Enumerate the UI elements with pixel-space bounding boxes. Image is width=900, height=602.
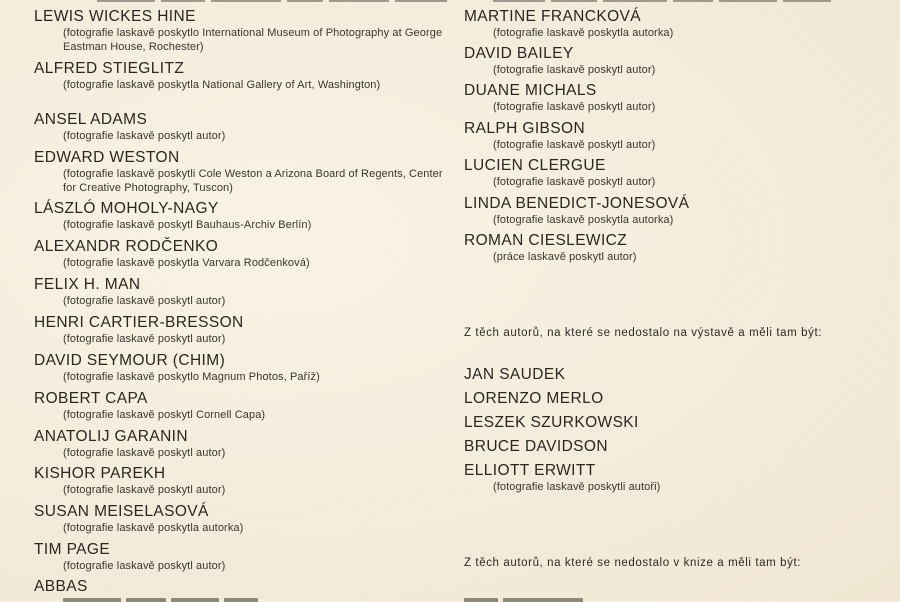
photographer-name: ROMAN CIESLEWICZ [464,232,628,249]
photo-credit: (fotografie laskavě poskytla National Gallery of Art, Washington) [63,79,381,91]
credit-entry [34,111,225,143]
photo-credit: (fotografie laskavě poskytla autorka) [493,27,674,39]
photo-credit: (fotografie laskavě poskytl Cornell Capa) [63,409,266,421]
photographer-name: BRUCE DAVIDSON [464,438,608,455]
credit-entry [34,428,225,460]
photographer-name: TIM PAGE [34,541,111,558]
photographer-name: LINDA BENEDICT-JONESOVÁ [464,195,690,212]
cropped-text-fragment-top [493,0,883,2]
credit-entry [34,465,225,497]
photographer-name: DAVID BAILEY [464,45,574,62]
photographer-name: SUSAN MEISELASOVÁ [34,503,209,520]
photo-credit: (fotografie laskavě poskytlo International Museum of Photography at George Eastman House, Rochester) [63,27,443,53]
photo-credit: (fotografie laskavě poskytl autor) [63,447,226,459]
photo-credit: (práce laskavě poskytl autor) [493,251,637,263]
photographer-name: JAN SAUDEK [464,366,566,383]
photo-credit: (fotografie laskavě poskytl autor) [493,64,656,76]
credit-entry [34,149,445,195]
photographer-name: ALFRED STIEGLITZ [34,60,185,77]
credit-entry [34,200,311,232]
photo-credit: (fotografie laskavě poskytl autor) [63,484,226,496]
photo-credit: (fotografie laskavě poskytlo Magnum Photos, Paříž) [63,371,320,383]
exhibition-section-heading: Z těch autorů, na které se nedostalo na výstavě a měli tam být: [464,327,823,339]
exhibition-missing-authors-list [464,366,660,494]
photographer-name: KISHOR PAREKH [34,465,166,482]
photographer-name: ANSEL ADAMS [34,111,148,128]
photographer-name: DUANE MICHALS [464,82,597,99]
photographer-name: EDWARD WESTON [34,149,180,166]
photographer-name: LEWIS WICKES HINE [34,8,196,25]
credit-entry [464,157,655,189]
photographer-name: ROBERT CAPA [34,390,148,407]
photographer-name: LESZEK SZURKOWSKI [464,414,639,431]
photographer-name: LÁSZLÓ MOHOLY-NAGY [34,200,219,217]
photo-credit: (fotografie laskavě poskytl autor) [63,130,226,142]
photographer-name: ABBAS [34,578,88,595]
credit-entry [464,120,655,152]
photo-credit: (fotografie laskavě poskytla autorka) [493,214,674,226]
photo-credit: (fotografie laskavě poskytl autor) [493,139,656,151]
photographer-name: MARTINE FRANCKOVÁ [464,8,642,25]
cropped-text-fragment-bottom [63,593,303,602]
photographer-name: LORENZO MERLO [464,390,604,407]
credit-entry [34,503,243,535]
book-section-heading: Z těch autorů, na které se nedostalo v knize a měli tam být: [464,557,802,569]
photo-credit: (fotografie laskavě poskytl autor) [63,333,226,345]
photo-credit: (fotografie laskavě poskytl Bauhaus-Archiv Berlín) [63,219,312,231]
credit-entry [34,541,225,573]
credit-entry [464,8,673,40]
photo-credit: (fotografie laskavě poskytl autor) [493,101,656,113]
photographer-name: FELIX H. MAN [34,276,141,293]
photo-credit: (fotografie laskavě poskytl autor) [63,560,226,572]
photo-credit: (fotografie laskavě poskytli autoři) [493,481,661,493]
cropped-text-fragment-top [97,0,477,2]
photographer-name: DAVID SEYMOUR (CHIM) [34,352,226,369]
credit-entry [34,314,244,346]
photographer-name: LUCIEN CLERGUE [464,157,606,174]
credit-entry [464,45,655,77]
credit-entry [34,352,320,384]
photographer-name: ANATOLIJ GARANIN [34,428,188,445]
credit-entry [34,238,310,270]
photographer-name: HENRI CARTIER-BRESSON [34,314,244,331]
photo-credit: (fotografie laskavě poskytli Cole Weston a Arizona Board of Regents, Center for Creative Photography, Tuscon) [63,168,443,194]
photographer-name: ELLIOTT ERWITT [464,462,596,479]
photo-credit: (fotografie laskavě poskytla Varvara Rodčenková) [63,257,310,269]
credit-entry [464,82,655,114]
cropped-text-fragment-bottom [464,593,594,602]
credit-entry [34,276,225,308]
photo-credit: (fotografie laskavě poskytl autor) [493,176,656,188]
photographer-name: RALPH GIBSON [464,120,586,137]
photographer-name: ALEXANDR RODČENKO [34,238,219,255]
credit-entry [34,60,445,92]
credit-entry [464,232,637,264]
credit-entry [34,390,265,422]
photo-credit: (fotografie laskavě poskytl autor) [63,295,226,307]
credit-entry [34,8,445,54]
photo-credit: (fotografie laskavě poskytla autorka) [63,522,244,534]
credit-entry [464,195,689,227]
